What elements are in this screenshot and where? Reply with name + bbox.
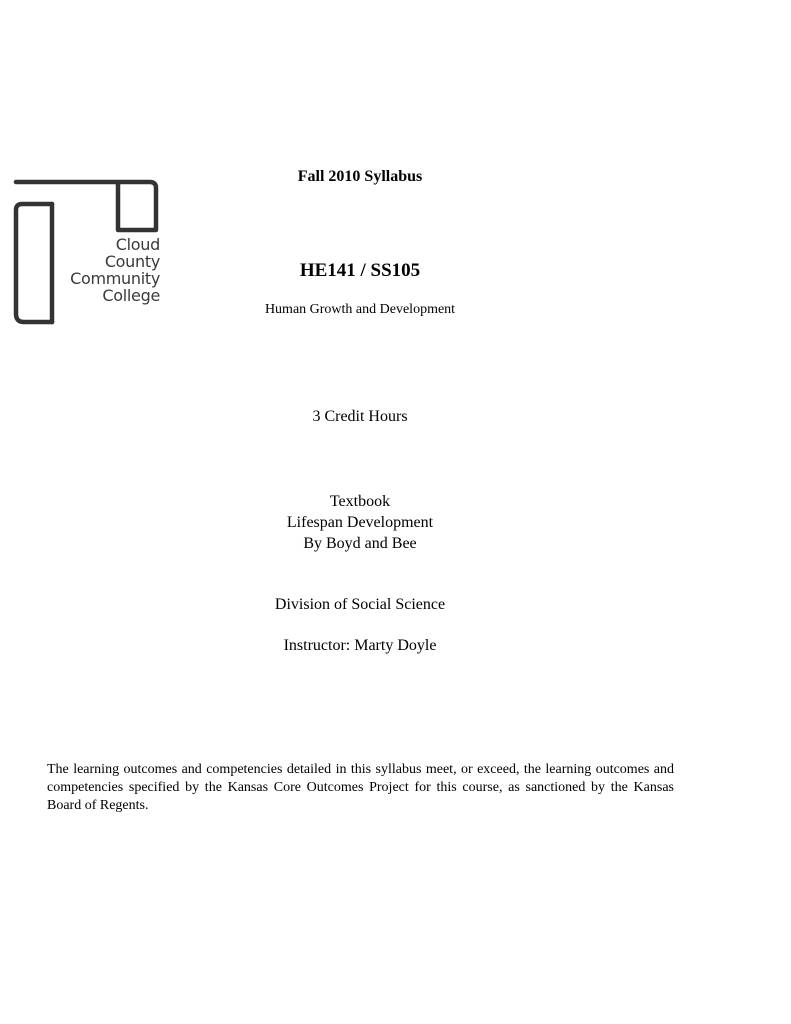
course-code: HE141 / SS105	[299, 260, 421, 281]
syllabus-title: Fall 2010 Syllabus	[297, 168, 423, 185]
course-name: Human Growth and Development	[264, 302, 456, 317]
logo-line: County	[104, 252, 160, 271]
textbook-block	[230, 491, 490, 554]
logo-line: Cloud	[115, 235, 160, 254]
textbook-title: Lifespan Development	[286, 514, 434, 531]
textbook-label: Textbook	[329, 493, 391, 510]
outcomes-statement: The learning outcomes and competencies detailed in this syllabus meet, or exceed, the learning outcomes and competencies specified by the Kansas Core Outcomes Project for this course, as sanctioned by the Kansas Board of Regents.	[47, 762, 674, 813]
college-logo	[12, 178, 164, 328]
division: Division of Social Science	[274, 596, 446, 613]
textbook-authors: By Boyd and Bee	[303, 535, 417, 552]
college-logo-wordmark	[70, 236, 160, 304]
credit-hours: 3 Credit Hours	[312, 408, 408, 425]
logo-line: College	[102, 286, 160, 305]
instructor: Instructor: Marty Doyle	[283, 637, 437, 654]
logo-line: Community	[70, 269, 160, 288]
